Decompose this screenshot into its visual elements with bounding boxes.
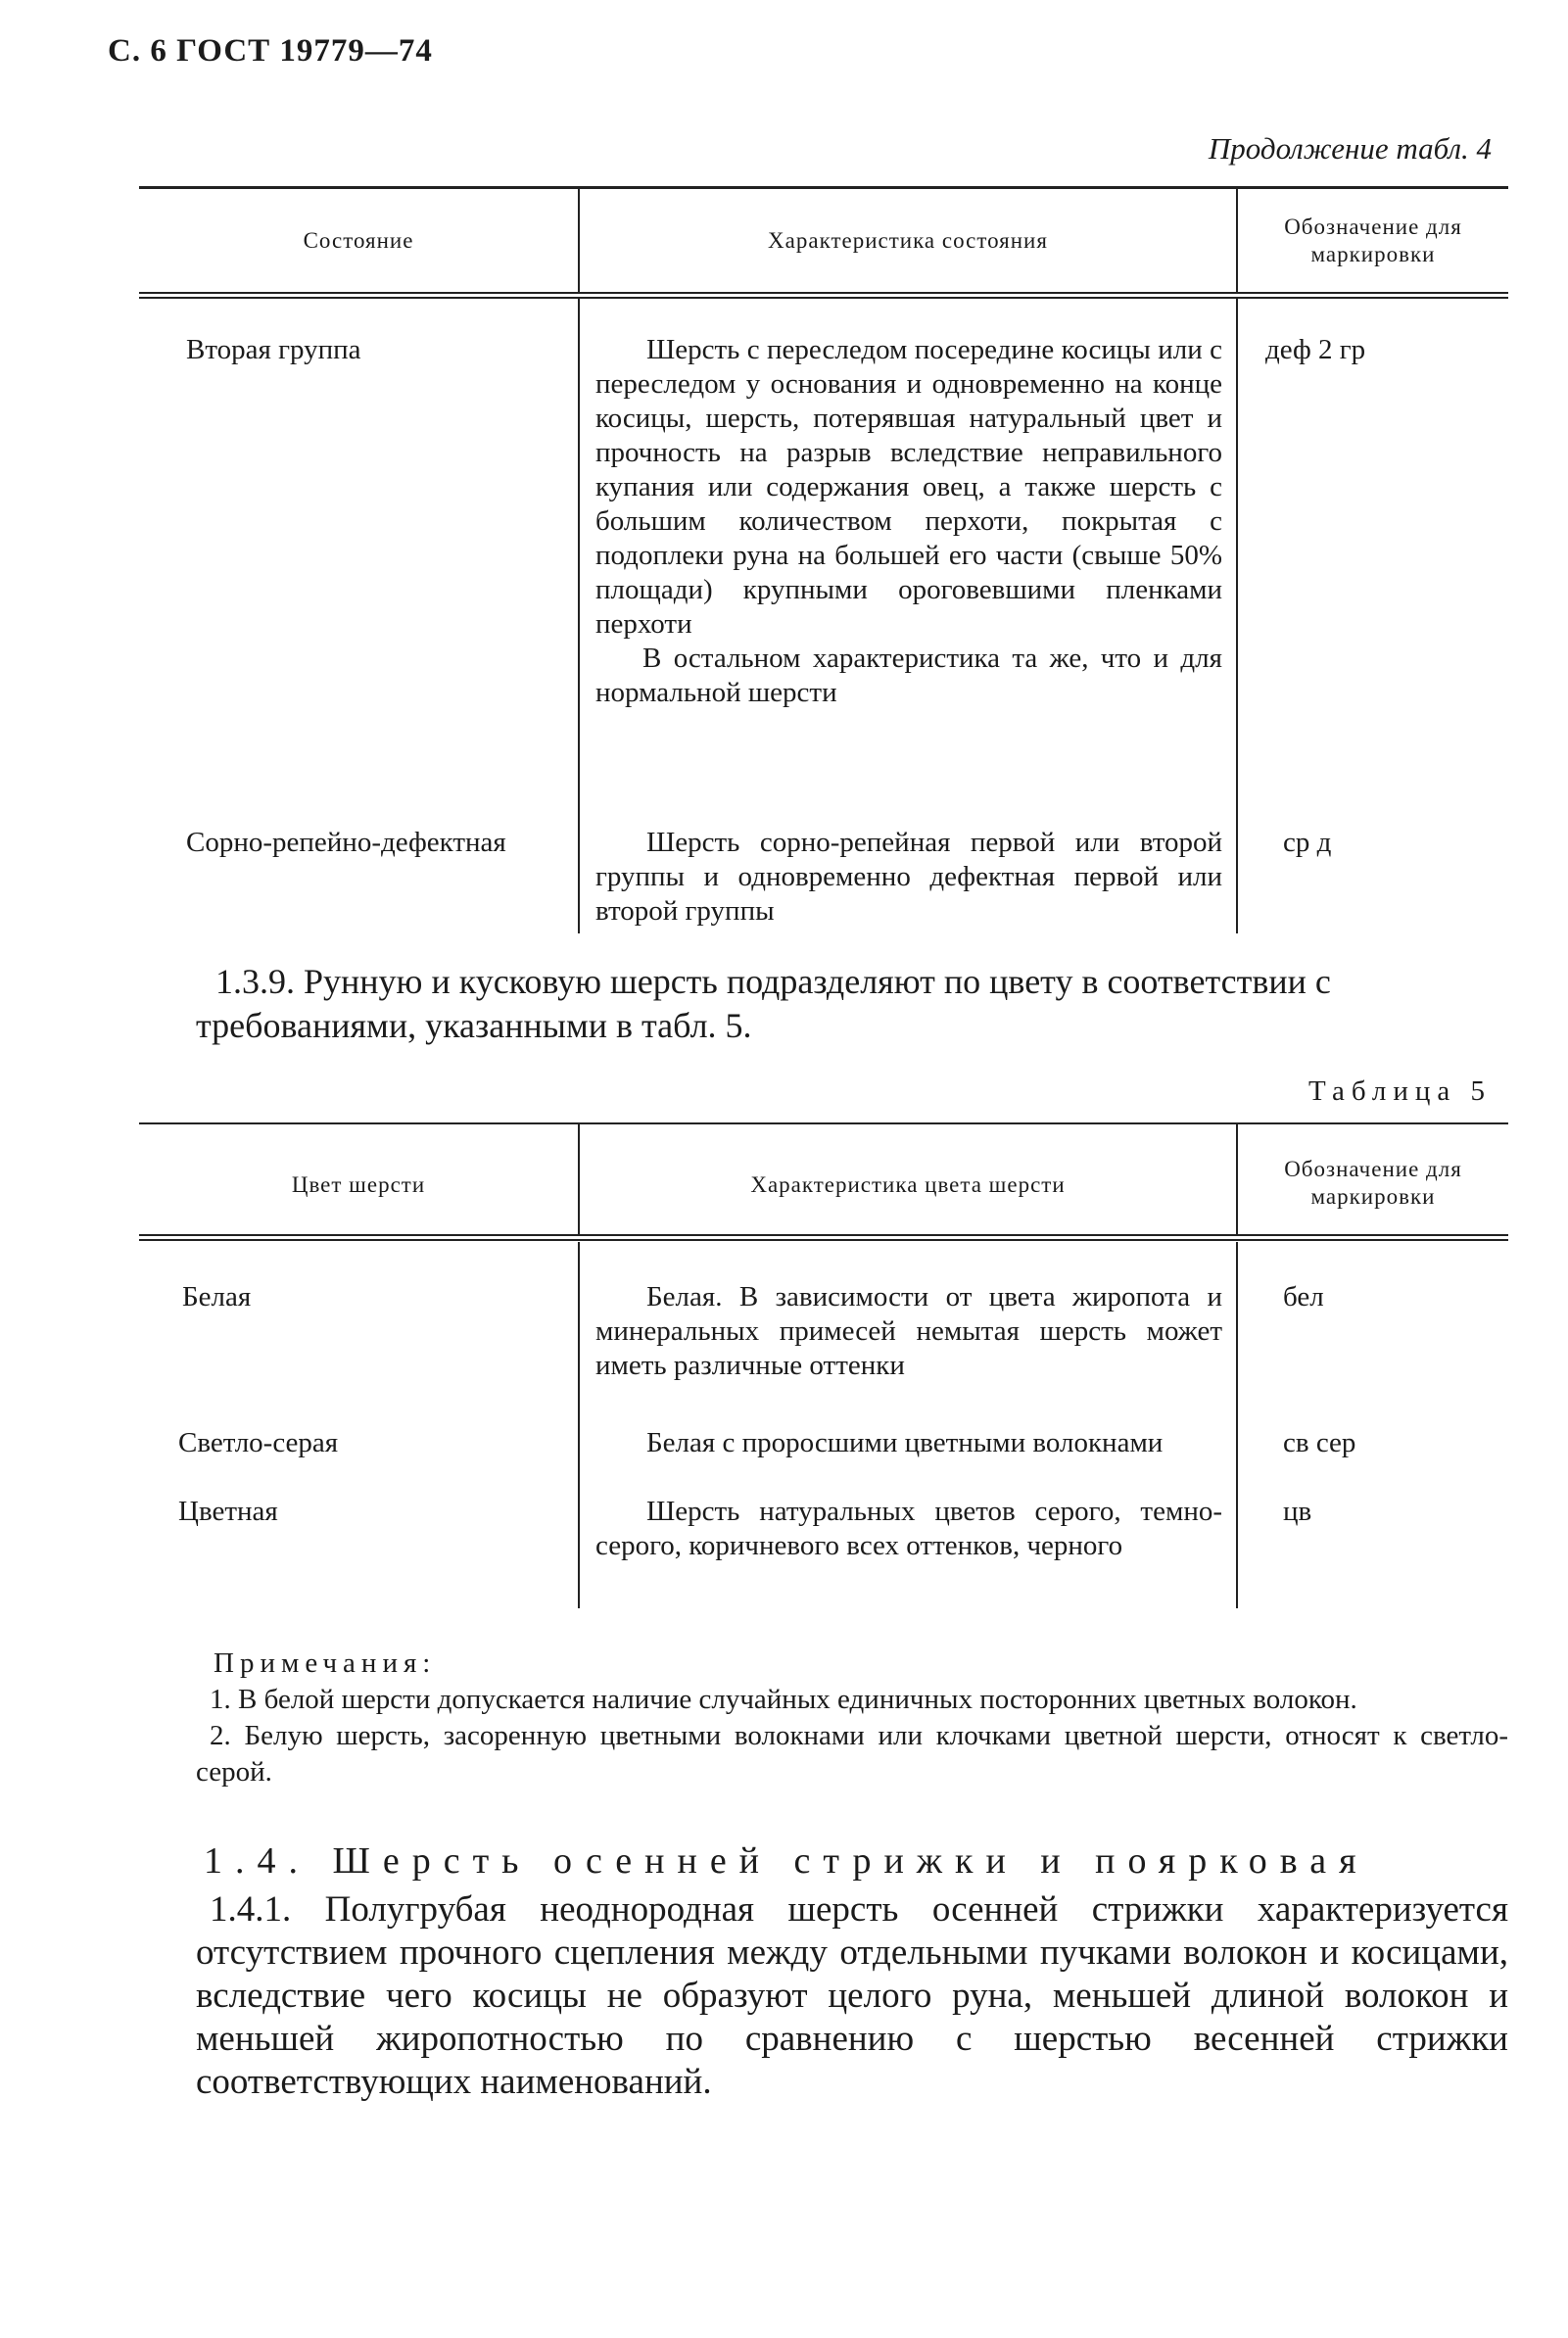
table-5-body-divider-2 [1236,1242,1238,1608]
description-paragraph: Шерсть с переследом посередине косицы или с переследом у основания и одновременно на конце косицы, шерсть, потерявшая натуральный цвет и прочность на разрыв вследствие неправильного купания или содержания овец, а также шерсть с большим количеством перхоти, покрытая с подоплеки руна на большей его части (свыше 50% площади) крупными ороговевшими пленками перхоти [595,334,1222,640]
table-row-state: Вторая группа [186,334,361,365]
table-row-color: Цветная [178,1496,278,1527]
table-4-top-rule [139,186,1508,189]
table-row-description [595,333,1222,710]
table-row-state: Сорно-репейно-дефектная [186,827,506,858]
table-row-color: Светло-серая [178,1427,339,1458]
table-row-code: бел [1283,1281,1324,1312]
note-item: 1. В белой шерсти допускается наличие случайных единичных посторонних цветных волокон. [210,1684,1357,1715]
table-row-code: св сер [1283,1427,1356,1458]
table-4-header-state: Состояние [303,228,414,253]
table-5-top-rule [139,1122,1508,1124]
table-5-caption: Таблица 5 [1307,1075,1492,1107]
table-row-color: Белая [182,1281,252,1312]
description-paragraph: Шерсть сорно-репейная первой или второй группы и одновременно дефектная первой или второй группы [595,827,1222,927]
table-5-header-color: Цвет шерсти [291,1172,426,1197]
table-5-header-description: Характеристика цвета шерсти [750,1172,1066,1197]
table-row-description: Белая с проросшими цветными волокнами [646,1427,1164,1458]
table-row-description [595,826,1222,929]
page-header: С. 6 ГОСТ 19779—74 [108,33,433,69]
table-row-code: деф 2 гр [1265,334,1366,365]
description-paragraph: В остальном характеристика та же, что и для нормальной шерсти [595,643,1222,708]
table-4-body-divider-1 [578,299,580,933]
section-1-4-title: 1.4. Шерсть осенней стрижки и поярковая [204,1840,1369,1882]
table-5-header-code: Обозначение для маркировки [1284,1157,1462,1209]
table-row-description: Шерсть натуральных цветов серого, темно-серого, коричневого всех оттенков, черного [595,1496,1222,1561]
table-4-header-rule [139,292,1508,299]
table-4-body-divider-2 [1236,299,1238,933]
note-item: 2. Белую шерсть, засоренную цветными волокнами или клочками цветной шерсти, относят к светло-серой. [196,1720,1508,1788]
paragraph-1-4-1: 1.4.1. Полугрубая неоднородная шерсть осенней стрижки характеризуется отсутствием прочного сцепления между отдельными пучками волокон и косицами, вследствие чего косицы не образуют целого руна, меньшей длиной волокон и меньшей жиропотностью по сравнению с шерстью весенней стрижки соответствующих наименований. [196,1889,1508,2102]
paragraph-1-3-9: 1.3.9. Рунную и кусковую шерсть подразделяют по цвету в соответствии с требованиями, указанными в табл. 5. [196,962,1331,1045]
table-4-header-code: Обозначение для маркировки [1284,215,1462,266]
table-row-description: Белая. В зависимости от цвета жиропота и минеральных примесей немытая шерсть может иметь различные оттенки [595,1281,1222,1381]
table-5-notes [196,1646,1508,1790]
notes-title: Примечания: [214,1647,437,1679]
table-continuation-label: Продолжение табл. 4 [1208,131,1492,166]
table-row-code: ср д [1283,827,1332,858]
table-5-header-rule [139,1234,1508,1241]
table-row-code: цв [1283,1496,1312,1527]
table-4-header-description: Характеристика состояния [768,228,1048,253]
table-5-body-divider-1 [578,1242,580,1608]
